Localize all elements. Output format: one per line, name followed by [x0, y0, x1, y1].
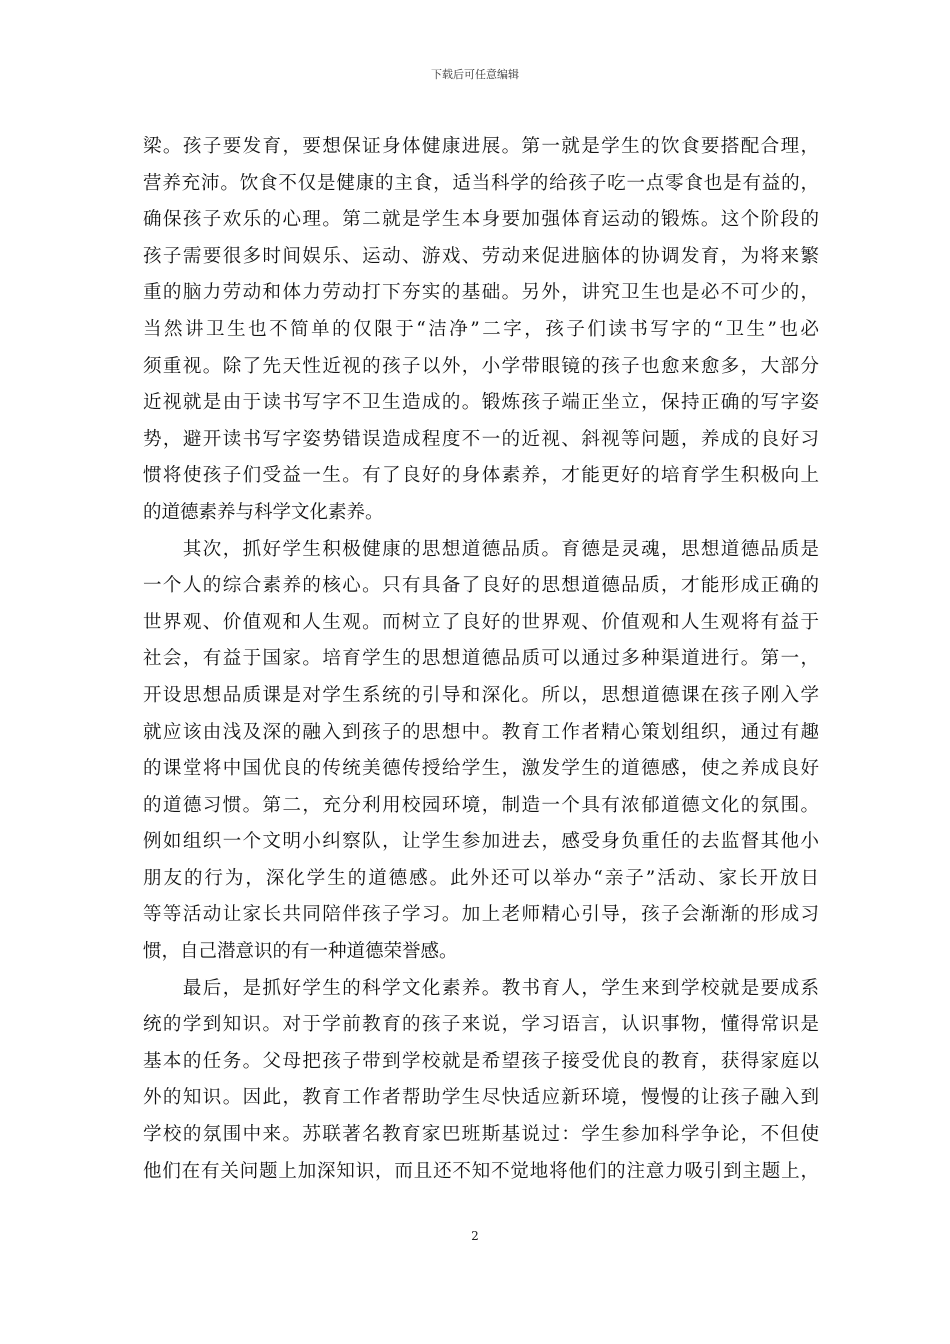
- text-line: 梁。孩子要发育，要想保证身体健康进展。第一就是学生的饮食要搭配合理，: [143, 136, 819, 157]
- text-line: 世界观、价值观和人生观。而树立了良好的世界观、价值观和人生观将有益于: [143, 611, 819, 633]
- text-line: 须重视。除了先天性近视的孩子以外，小学带眼镜的孩子也愈来愈多，大部分: [143, 355, 819, 377]
- page-number: 2: [471, 1229, 479, 1243]
- text-line: 重的脑力劳动和体力劳动打下夯实的基础。另外，讲究卫生也是必不可少的，: [143, 282, 819, 304]
- text-line: 例如组织一个文明小纠察队，让学生参加进去，感受身负重任的去监督其他小: [143, 831, 819, 853]
- text-line: 的课堂将中国优良的传统美德传授给学生，激发学生的道德感，使之养成良好: [143, 758, 819, 780]
- text-line: 惯，自己潜意识的有一种道德荣誉感。: [143, 941, 458, 963]
- text-line: 营养充沛。饮食不仅是健康的主食，适当科学的给孩子吃一点零食也是有益的，: [143, 172, 819, 194]
- text-line: 一个人的综合素养的核心。只有具备了良好的思想道德品质，才能形成正确的: [143, 575, 819, 597]
- text-line: 当然讲卫生也不简单的仅限于“洁净”二字，孩子们读书写字的“卫生”也必: [143, 318, 819, 340]
- text-line: 惯将使孩子们受益一生。有了良好的身体素养，才能更好的培育学生积极向上: [143, 465, 819, 487]
- text-line: 的道德素养与科学文化素养。: [143, 501, 384, 523]
- text-line: 最后，是抓好学生的科学文化素养。教书育人，学生来到学校就是要成系: [143, 977, 819, 999]
- text-line: 统的学到知识。对于学前教育的孩子来说，学习语言，认识事物，懂得常识是: [143, 1014, 819, 1036]
- text-line: 外的知识。因此，教育工作者帮助学生尽快适应新环境，慢慢的让孩子融入到: [143, 1087, 819, 1109]
- text-line: 孩子需要很多时间娱乐、运动、游戏、劳动来促进脑体的协调发育，为将来繁: [143, 245, 819, 267]
- document-body: [143, 129, 819, 1190]
- text-line: 势，避开读书写字姿势错误造成程度不一的近视、斜视等问题，养成的良好习: [143, 428, 819, 450]
- text-line: 他们在有关问题上加深知识，而且还不知不觉地将他们的注意力吸引到主题上，: [143, 1160, 819, 1182]
- text-line: 确保孩子欢乐的心理。第二就是学生本身要加强体育运动的锻炼。这个阶段的: [143, 209, 819, 231]
- text-line: 朋友的行为，深化学生的道德感。此外还可以举办“亲子”活动、家长开放日: [143, 867, 819, 889]
- text-line: 其次，抓好学生积极健康的思想道德品质。育德是灵魂，思想道德品质是: [143, 538, 819, 560]
- text-line: 学校的氛围中来。苏联著名教育家巴班斯基说过：学生参加科学争论，不但使: [143, 1124, 819, 1146]
- text-line: 社会，有益于国家。培育学生的思想道德品质可以通过多种渠道进行。第一，: [143, 648, 819, 670]
- page-header: 下载后可任意编辑: [431, 68, 519, 81]
- text-line: 等等活动让家长共同陪伴孩子学习。加上老师精心引导，孩子会渐渐的形成习: [143, 904, 819, 926]
- text-line: 近视就是由于读书写字不卫生造成的。锻炼孩子端正坐立，保持正确的写字姿: [143, 392, 819, 414]
- text-line: 开设思想品质课是对学生系统的引导和深化。所以，思想道德课在孩子刚入学: [143, 684, 819, 706]
- text-line: 基本的任务。父母把孩子带到学校就是希望孩子接受优良的教育，获得家庭以: [143, 1050, 819, 1072]
- text-line: 就应该由浅及深的融入到孩子的思想中。教育工作者精心策划组织，通过有趣: [143, 721, 819, 743]
- text-line: 的道德习惯。第二，充分利用校园环境，制造一个具有浓郁道德文化的氛围。: [143, 794, 819, 816]
